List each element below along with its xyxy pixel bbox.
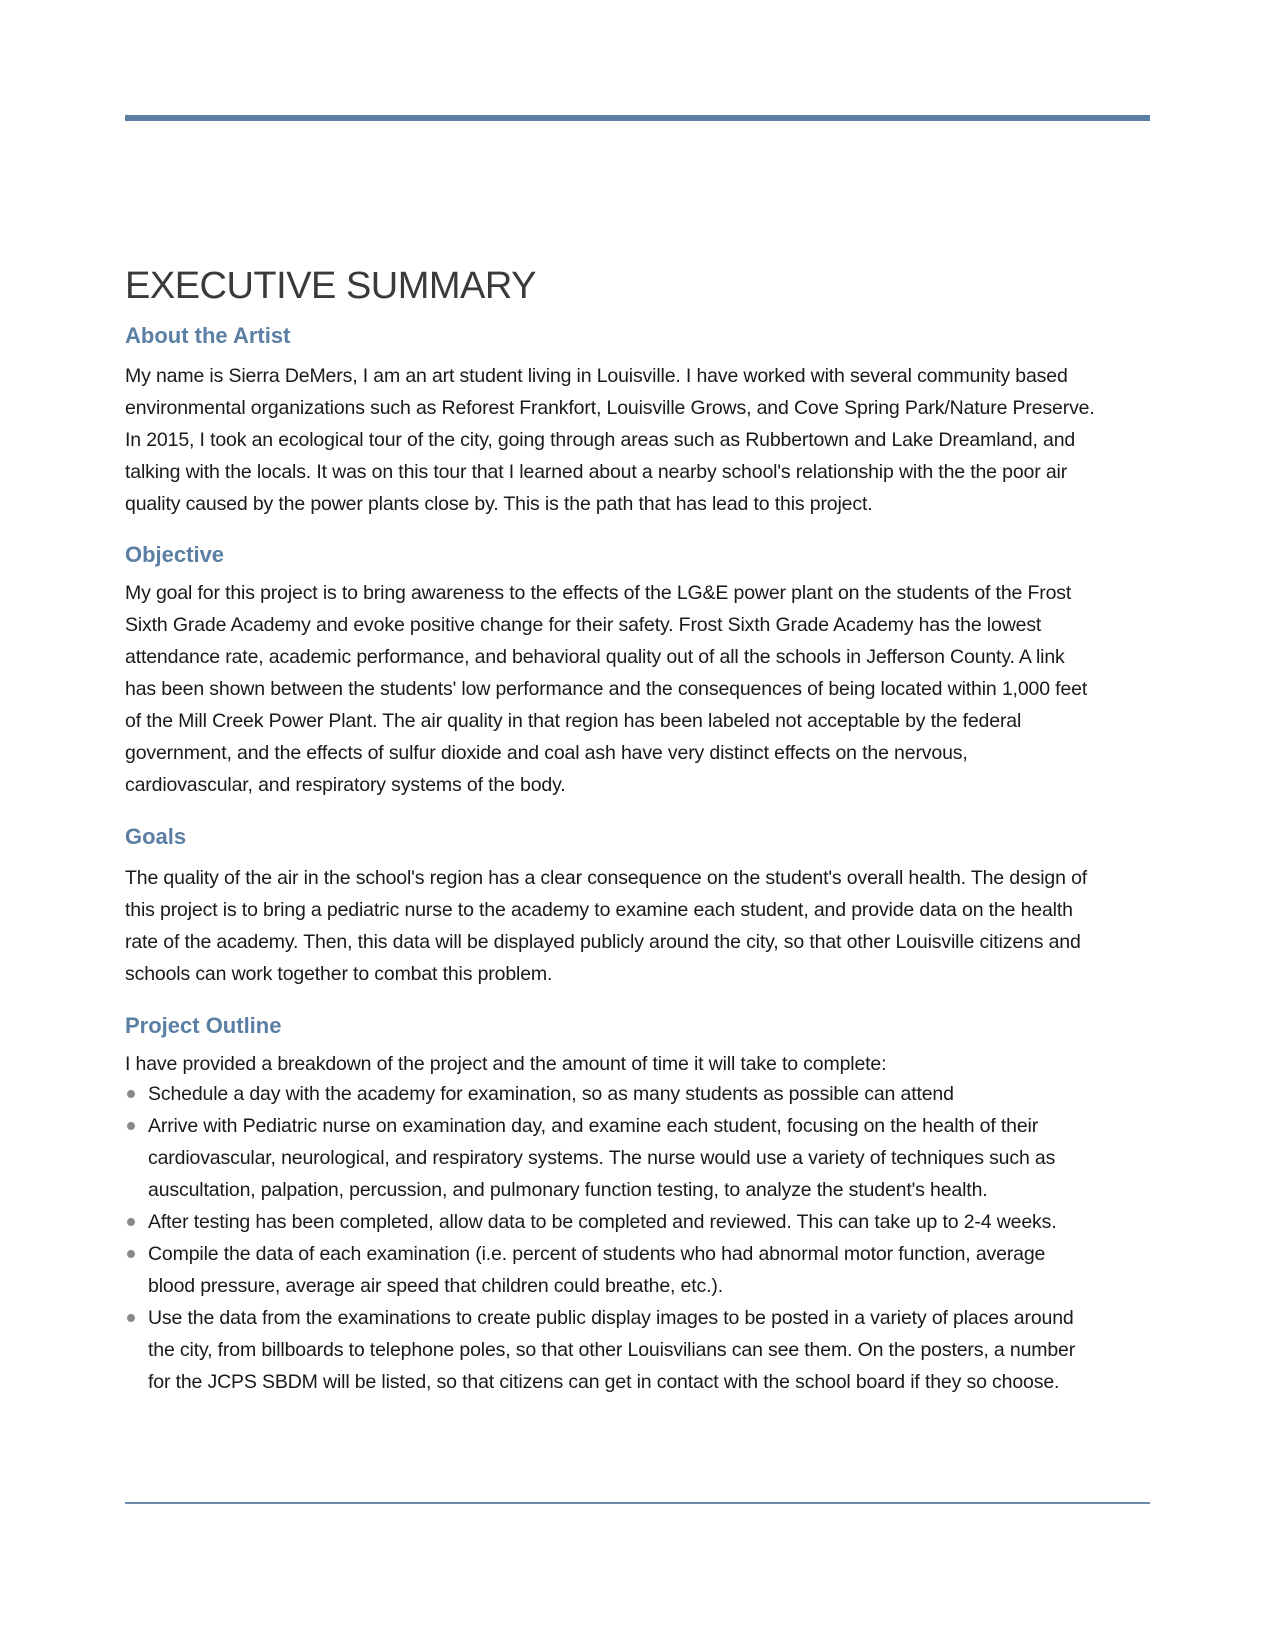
text-line: After testing has been completed, allow data to be completed and reviewed. This can take up to 2-4 weeks. bbox=[148, 1211, 1057, 1233]
text-line: this project is to bring a pediatric nurse to the academy to examine each student, and provide data on the health bbox=[125, 899, 1073, 921]
text-line: My name is Sierra DeMers, I am an art student living in Louisville. I have worked with several community based bbox=[125, 365, 1068, 387]
paragraph bbox=[125, 577, 1165, 801]
document-body bbox=[125, 262, 1165, 1398]
list-item bbox=[125, 1206, 1165, 1238]
section-heading: Project Outline bbox=[125, 1013, 282, 1038]
text-line: for the JCPS SBDM will be listed, so that citizens can get in contact with the school board if they so choose. bbox=[148, 1371, 1060, 1393]
bullet-icon bbox=[127, 1218, 135, 1226]
text-line: quality caused by the power plants close by. This is the path that has lead to this project. bbox=[125, 493, 873, 515]
text-line: My goal for this project is to bring awareness to the effects of the LG&E power plant on the students of the Frost bbox=[125, 582, 1072, 604]
text-line: of the Mill Creek Power Plant. The air quality in that region has been labeled not acceptable by the federal bbox=[125, 710, 1022, 732]
text-line: Compile the data of each examination (i.e. percent of students who had abnormal motor function, average bbox=[148, 1243, 1046, 1265]
text-line: The quality of the air in the school's region has a clear consequence on the student's overall health. The design of bbox=[125, 867, 1088, 889]
section-objective bbox=[125, 541, 1165, 801]
section-heading: Goals bbox=[125, 824, 187, 849]
list-item bbox=[125, 1078, 1165, 1110]
list-item bbox=[125, 1110, 1165, 1206]
bullet-icon bbox=[127, 1122, 135, 1130]
text-line: Arrive with Pediatric nurse on examination day, and examine each student, focusing on the health of their bbox=[148, 1115, 1039, 1137]
outline-intro: I have provided a breakdown of the project and the amount of time it will take to complete: bbox=[125, 1053, 887, 1075]
text-line: blood pressure, average air speed that children could breathe, etc.). bbox=[148, 1275, 724, 1297]
section-about-the-artist bbox=[125, 322, 1165, 520]
section-goals bbox=[125, 823, 1165, 990]
text-line: government, and the effects of sulfur dioxide and coal ash have very distinct effects on the nervous, bbox=[125, 742, 968, 764]
paragraph bbox=[125, 360, 1165, 520]
bullet-icon bbox=[127, 1314, 135, 1322]
section-heading: Objective bbox=[125, 542, 225, 567]
text-line: talking with the locals. It was on this tour that I learned about a nearby school's relationship with the the poor air bbox=[125, 461, 1068, 483]
text-line: Schedule a day with the academy for examination, so as many students as possible can attend bbox=[148, 1083, 954, 1105]
list-item bbox=[125, 1302, 1165, 1398]
text-line: Sixth Grade Academy and evoke positive change for their safety. Frost Sixth Grade Academy has the lowest bbox=[125, 614, 1042, 636]
page-title: EXECUTIVE SUMMARY bbox=[125, 265, 536, 307]
text-line: environmental organizations such as Reforest Frankfort, Louisville Grows, and Cove Spring Park/Nature Preserve. bbox=[125, 397, 1095, 419]
bullet-icon bbox=[127, 1250, 135, 1258]
bottom-divider-rule bbox=[125, 1502, 1150, 1504]
text-line: schools can work together to combat this problem. bbox=[125, 963, 553, 985]
top-divider-rule bbox=[125, 115, 1150, 121]
text-line: attendance rate, academic performance, and behavioral quality out of all the schools in Jefferson County. A link bbox=[125, 646, 1065, 668]
text-line: cardiovascular, neurological, and respiratory systems. The nurse would use a variety of techniques such as bbox=[148, 1147, 1056, 1169]
section-project-outline bbox=[125, 1012, 1165, 1398]
text-line: rate of the academy. Then, this data will be displayed publicly around the city, so that other Louisville citizens and bbox=[125, 931, 1081, 953]
text-line: has been shown between the students' low performance and the consequences of being located within 1,000 feet bbox=[125, 678, 1088, 700]
outline-bullet-list bbox=[125, 1078, 1165, 1398]
text-line: cardiovascular, and respiratory systems of the body. bbox=[125, 774, 566, 796]
bullet-icon bbox=[127, 1090, 135, 1098]
text-line: the city, from billboards to telephone poles, so that other Louisvilians can see them. On the posters, a number bbox=[148, 1339, 1076, 1361]
text-line: In 2015, I took an ecological tour of the city, going through areas such as Rubbertown and Lake Dreamland, and bbox=[125, 429, 1076, 451]
list-item bbox=[125, 1238, 1165, 1302]
section-heading: About the Artist bbox=[125, 323, 291, 348]
text-line: auscultation, palpation, percussion, and pulmonary function testing, to analyze the student's health. bbox=[148, 1179, 988, 1201]
paragraph bbox=[125, 862, 1165, 990]
text-line: Use the data from the examinations to create public display images to be posted in a variety of places around bbox=[148, 1307, 1074, 1329]
